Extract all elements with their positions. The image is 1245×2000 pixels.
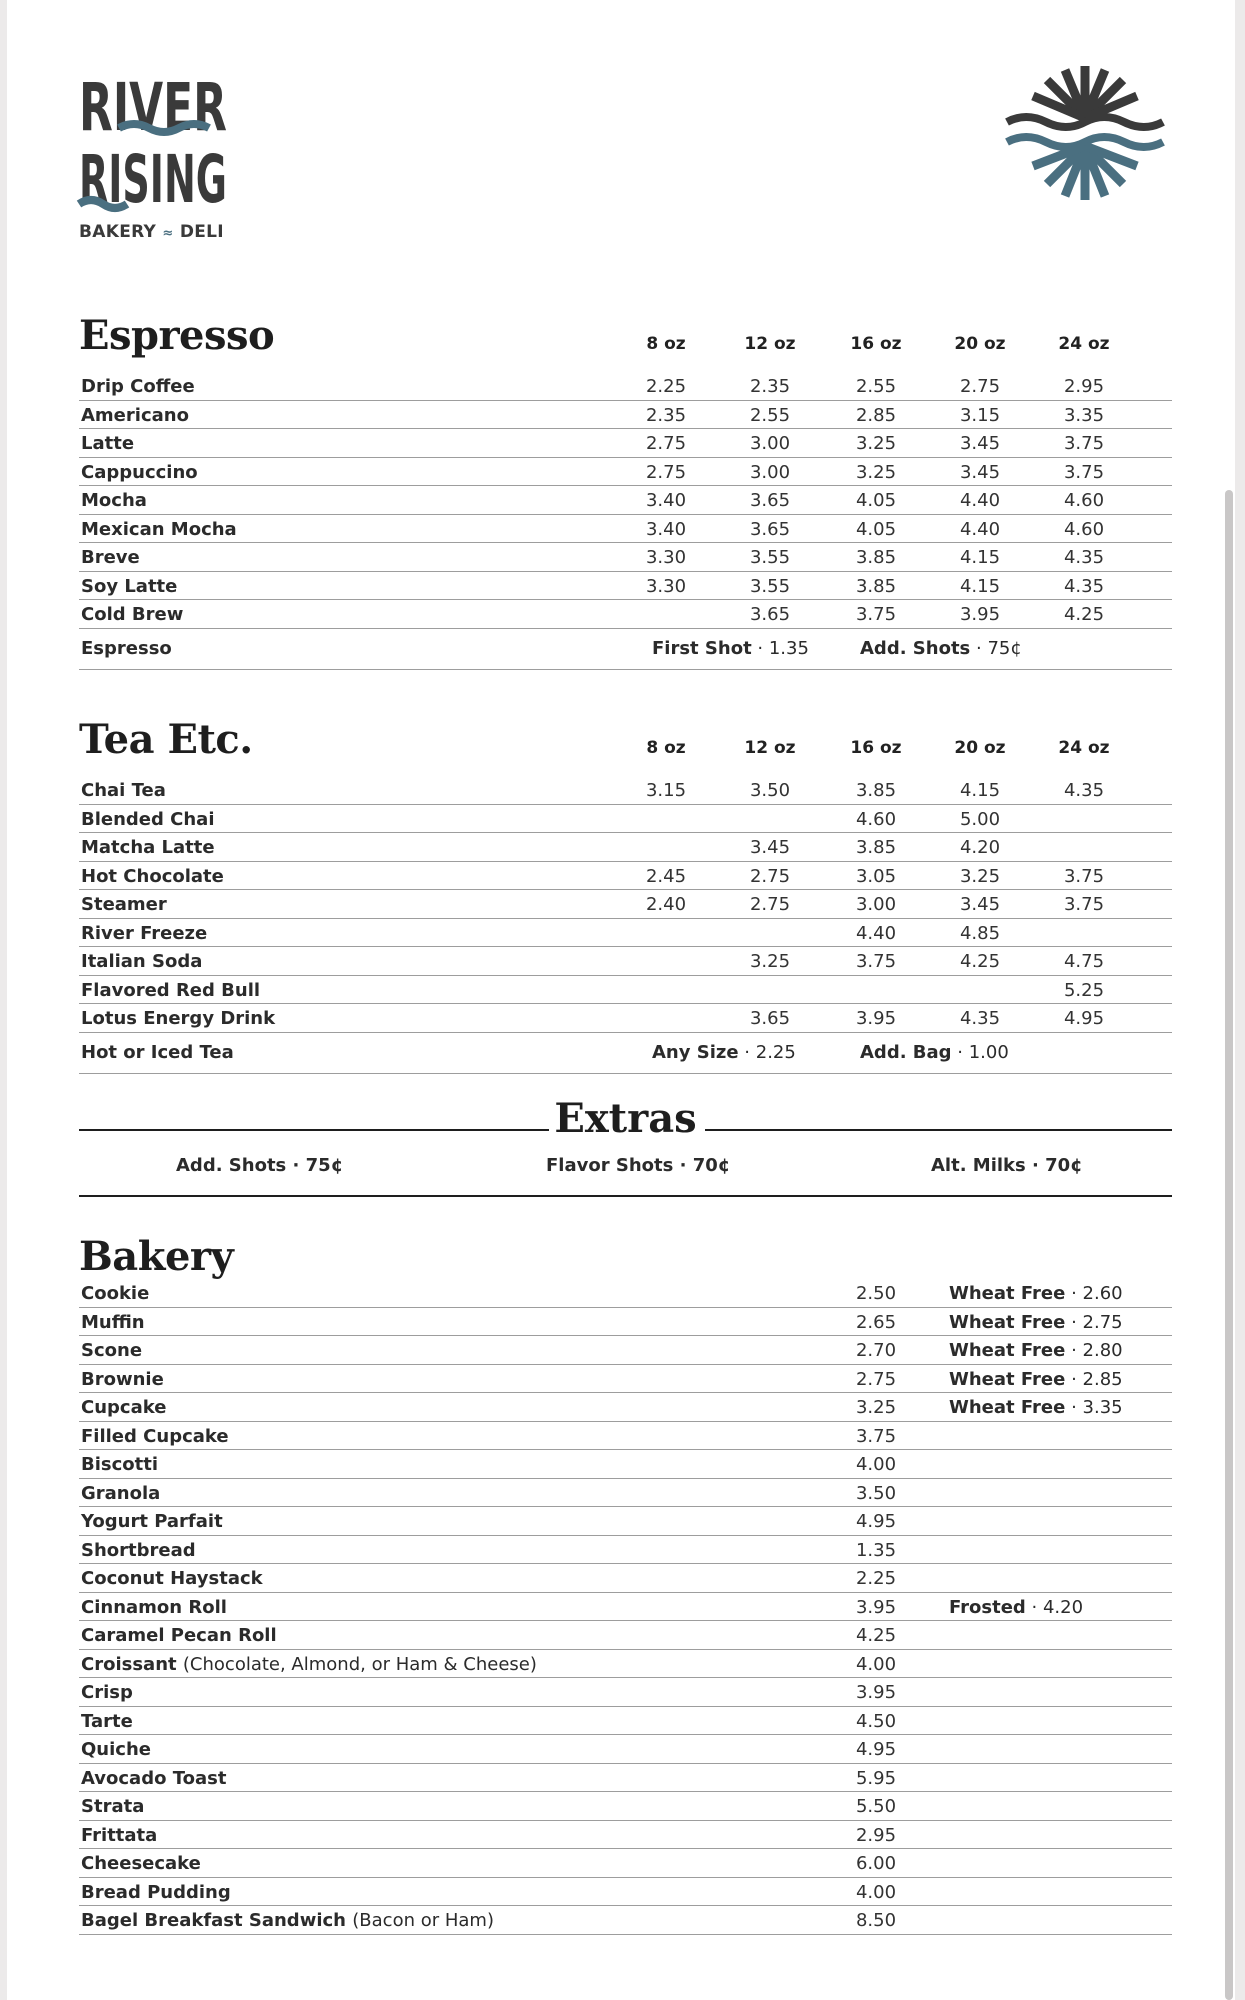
menu-row bbox=[79, 890, 1172, 919]
item-name: Blended Chai bbox=[81, 808, 215, 830]
size-header: 24 oz bbox=[1058, 334, 1110, 354]
item-price: 2.35 bbox=[749, 376, 791, 397]
bakery-row bbox=[79, 1650, 1172, 1679]
menu-row bbox=[79, 372, 1172, 401]
size-header: 8 oz bbox=[646, 738, 686, 758]
menu-row bbox=[79, 401, 1172, 430]
scrollbar[interactable] bbox=[1225, 490, 1233, 2000]
extra-flavor-shots: Flavor Shots · 70¢ bbox=[546, 1155, 731, 1176]
item-price: 4.40 bbox=[959, 518, 1001, 540]
item-price: 5.95 bbox=[855, 1767, 897, 1789]
item-price: 3.35 bbox=[1063, 404, 1105, 426]
bakery-row bbox=[79, 1707, 1172, 1736]
item-price: 4.15 bbox=[959, 547, 1001, 568]
tea-bag-row bbox=[79, 1033, 1172, 1074]
menu-row bbox=[79, 486, 1172, 515]
item-price: 4.20 bbox=[959, 837, 1001, 858]
bakery-row bbox=[79, 1849, 1172, 1878]
first-shot-price: First Shot · 1.35 bbox=[652, 637, 809, 659]
item-name: Latte bbox=[81, 433, 135, 454]
item-name: Coconut Haystack bbox=[81, 1568, 263, 1589]
item-price: 4.85 bbox=[959, 922, 1001, 944]
tea-section bbox=[79, 716, 1172, 1074]
item-price: 4.25 bbox=[959, 951, 1001, 972]
bakery-row bbox=[79, 1906, 1172, 1935]
menu-row bbox=[79, 947, 1172, 976]
item-price: 3.85 bbox=[855, 547, 897, 568]
item-price: 4.00 bbox=[855, 1454, 897, 1475]
bakery-row bbox=[79, 1393, 1172, 1422]
logo-subtitle: BAKERY ≈ DELI bbox=[79, 222, 224, 242]
menu-row bbox=[79, 805, 1172, 834]
item-price: 2.55 bbox=[749, 404, 791, 426]
item-name: Matcha Latte bbox=[81, 837, 215, 858]
item-price: 3.65 bbox=[749, 490, 791, 511]
item-name: Caramel Pecan Roll bbox=[81, 1625, 277, 1646]
bakery-row bbox=[79, 1308, 1172, 1337]
item-name: Espresso bbox=[81, 637, 172, 659]
bakery-row bbox=[79, 1536, 1172, 1565]
item-price: 2.75 bbox=[749, 894, 791, 915]
extra-add-shots: Add. Shots · 75¢ bbox=[176, 1155, 344, 1176]
item-price: 2.75 bbox=[959, 376, 1001, 397]
item-price: 3.55 bbox=[749, 547, 791, 568]
item-price: 3.75 bbox=[1063, 894, 1105, 915]
item-price: 5.25 bbox=[1063, 979, 1105, 1001]
item-price: 2.75 bbox=[855, 1368, 897, 1390]
item-price: 3.85 bbox=[855, 837, 897, 858]
item-price: 4.60 bbox=[1063, 490, 1105, 511]
item-name: Lotus Energy Drink bbox=[81, 1008, 276, 1029]
item-name: Americano bbox=[81, 404, 189, 426]
item-price: 3.95 bbox=[855, 1008, 897, 1029]
item-price: 1.35 bbox=[855, 1539, 897, 1561]
menu-page bbox=[7, 0, 1235, 2000]
item-price: 2.40 bbox=[645, 894, 687, 915]
bakery-row bbox=[79, 1735, 1172, 1764]
item-price: 4.40 bbox=[959, 490, 1001, 511]
item-name: Biscotti bbox=[81, 1454, 159, 1475]
item-name: Brownie bbox=[81, 1368, 164, 1390]
item-price: 3.30 bbox=[645, 547, 687, 568]
item-price: 2.35 bbox=[645, 404, 687, 426]
item-name: Mexican Mocha bbox=[81, 518, 237, 540]
alt-price: Wheat Free · 2.75 bbox=[949, 1311, 1123, 1333]
item-name: Cold Brew bbox=[81, 604, 184, 625]
item-price: 3.95 bbox=[855, 1596, 897, 1618]
item-price: 3.25 bbox=[855, 461, 897, 483]
bakery-row bbox=[79, 1336, 1172, 1365]
item-name: Soy Latte bbox=[81, 575, 178, 597]
item-price: 4.05 bbox=[855, 490, 897, 511]
menu-row bbox=[79, 429, 1172, 458]
item-price: 3.25 bbox=[749, 951, 791, 972]
item-name: Quiche bbox=[81, 1739, 151, 1760]
item-price: 3.65 bbox=[749, 604, 791, 625]
item-price: 4.95 bbox=[1063, 1008, 1105, 1029]
item-price: 3.85 bbox=[855, 575, 897, 597]
item-name: Tarte bbox=[81, 1710, 133, 1732]
size-header: 12 oz bbox=[744, 334, 796, 354]
item-price: 3.45 bbox=[749, 837, 791, 858]
alt-price: Wheat Free · 2.85 bbox=[949, 1368, 1123, 1390]
sun-waves-icon bbox=[1005, 62, 1165, 206]
alt-price: Wheat Free · 2.80 bbox=[949, 1340, 1123, 1361]
item-price: 2.95 bbox=[855, 1824, 897, 1846]
item-name: Italian Soda bbox=[81, 951, 203, 972]
item-price: 3.00 bbox=[855, 894, 897, 915]
item-price: 2.75 bbox=[645, 433, 687, 454]
item-name: Avocado Toast bbox=[81, 1767, 227, 1789]
item-name: Drip Coffee bbox=[81, 376, 195, 397]
bakery-row bbox=[79, 1507, 1172, 1536]
item-price: 8.50 bbox=[855, 1910, 897, 1931]
item-note: (Bacon or Ham) bbox=[352, 1910, 494, 1931]
item-name: Flavored Red Bull bbox=[81, 979, 261, 1001]
bakery-section bbox=[79, 1233, 1172, 1935]
tea-price-list bbox=[79, 776, 1172, 1033]
bakery-row bbox=[79, 1764, 1172, 1793]
item-name: Strata bbox=[81, 1796, 145, 1817]
item-price: 4.60 bbox=[855, 808, 897, 830]
item-price: 2.25 bbox=[855, 1568, 897, 1589]
extra-alt-milks: Alt. Milks · 70¢ bbox=[931, 1155, 1083, 1176]
alt-price: Wheat Free · 2.60 bbox=[949, 1283, 1123, 1304]
item-price: 3.75 bbox=[1063, 461, 1105, 483]
item-price: 4.25 bbox=[1063, 604, 1105, 625]
espresso-shot-row bbox=[79, 629, 1172, 670]
item-price: 4.00 bbox=[855, 1653, 897, 1675]
item-name: Mocha bbox=[81, 490, 147, 511]
espresso-price-list bbox=[79, 372, 1172, 629]
item-price: 3.75 bbox=[1063, 865, 1105, 887]
item-price: 4.00 bbox=[855, 1881, 897, 1903]
item-name: Yogurt Parfait bbox=[81, 1511, 223, 1532]
item-name: River Freeze bbox=[81, 922, 208, 944]
item-name: Chai Tea bbox=[81, 780, 166, 801]
item-name: Croissant (Chocolate, Almond, or Ham & Cheese) bbox=[81, 1653, 537, 1675]
item-price: 4.75 bbox=[1063, 951, 1105, 972]
item-price: 4.35 bbox=[959, 1008, 1001, 1029]
tea-header bbox=[79, 716, 1172, 776]
item-name: Steamer bbox=[81, 894, 167, 915]
menu-row bbox=[79, 600, 1172, 629]
item-price: 3.00 bbox=[749, 433, 791, 454]
item-price: 3.05 bbox=[855, 865, 897, 887]
item-price: 3.15 bbox=[645, 780, 687, 801]
add-shots-price: Add. Shots · 75¢ bbox=[860, 637, 1022, 659]
add-bag-price: Add. Bag · 1.00 bbox=[860, 1041, 1009, 1063]
item-price: 3.75 bbox=[855, 951, 897, 972]
menu-row bbox=[79, 1004, 1172, 1033]
item-name: Filled Cupcake bbox=[81, 1425, 229, 1447]
item-name: Cappuccino bbox=[81, 461, 198, 483]
item-price: 4.95 bbox=[855, 1511, 897, 1532]
alt-price: Frosted · 4.20 bbox=[949, 1596, 1084, 1618]
bakery-row bbox=[79, 1878, 1172, 1907]
item-price: 4.25 bbox=[855, 1625, 897, 1646]
item-price: 3.45 bbox=[959, 894, 1001, 915]
item-name: Scone bbox=[81, 1340, 143, 1361]
item-price: 3.50 bbox=[855, 1482, 897, 1504]
item-price: 4.05 bbox=[855, 518, 897, 540]
menu-row bbox=[79, 919, 1172, 948]
bakery-row bbox=[79, 1450, 1172, 1479]
item-price: 2.45 bbox=[645, 865, 687, 887]
item-price: 2.70 bbox=[855, 1340, 897, 1361]
item-price: 3.75 bbox=[1063, 433, 1105, 454]
item-price: 3.75 bbox=[855, 604, 897, 625]
item-price: 4.35 bbox=[1063, 780, 1105, 801]
bakery-row bbox=[79, 1593, 1172, 1622]
extras-title: Extras bbox=[554, 1095, 697, 1142]
tea-title: Tea Etc. bbox=[79, 716, 253, 763]
bakery-header bbox=[79, 1233, 1172, 1279]
bakery-row bbox=[79, 1564, 1172, 1593]
size-header: 20 oz bbox=[954, 738, 1006, 758]
item-price: 3.30 bbox=[645, 575, 687, 597]
item-price: 3.45 bbox=[959, 461, 1001, 483]
size-header: 8 oz bbox=[646, 334, 686, 354]
item-price: 2.85 bbox=[855, 404, 897, 426]
item-price: 3.50 bbox=[749, 780, 791, 801]
menu-row bbox=[79, 515, 1172, 544]
svg-text:RIVER: RIVER bbox=[79, 69, 227, 146]
item-price: 4.35 bbox=[1063, 547, 1105, 568]
item-price: 3.55 bbox=[749, 575, 791, 597]
espresso-header bbox=[79, 312, 1172, 372]
extras-section bbox=[79, 1095, 1172, 1197]
item-price: 3.75 bbox=[855, 1425, 897, 1447]
item-price: 3.65 bbox=[749, 1008, 791, 1029]
bakery-row bbox=[79, 1279, 1172, 1308]
item-price: 2.75 bbox=[749, 865, 791, 887]
item-name: Frittata bbox=[81, 1824, 158, 1846]
item-price: 3.95 bbox=[855, 1682, 897, 1703]
item-name: Muffin bbox=[81, 1311, 145, 1333]
item-price: 2.95 bbox=[1063, 376, 1105, 397]
item-price: 3.85 bbox=[855, 780, 897, 801]
item-price: 2.65 bbox=[855, 1311, 897, 1333]
espresso-section bbox=[79, 312, 1172, 670]
item-price: 4.40 bbox=[855, 922, 897, 944]
any-size-price: Any Size · 2.25 bbox=[652, 1041, 796, 1063]
item-price: 4.35 bbox=[1063, 575, 1105, 597]
item-price: 2.50 bbox=[855, 1283, 897, 1304]
item-name: Shortbread bbox=[81, 1539, 196, 1561]
menu-row bbox=[79, 833, 1172, 862]
item-name: Bread Pudding bbox=[81, 1881, 231, 1903]
item-name: Cheesecake bbox=[81, 1853, 201, 1874]
item-price: 3.25 bbox=[855, 1397, 897, 1418]
item-price: 3.40 bbox=[645, 490, 687, 511]
bakery-price-list bbox=[79, 1279, 1172, 1935]
item-price: 4.60 bbox=[1063, 518, 1105, 540]
svg-text:RISING: RISING bbox=[79, 141, 227, 218]
item-price: 3.45 bbox=[959, 433, 1001, 454]
item-price: 3.95 bbox=[959, 604, 1001, 625]
item-name: Granola bbox=[81, 1482, 161, 1504]
item-price: 2.75 bbox=[645, 461, 687, 483]
item-price: 3.00 bbox=[749, 461, 791, 483]
item-price: 6.00 bbox=[855, 1853, 897, 1874]
alt-price: Wheat Free · 3.35 bbox=[949, 1397, 1123, 1418]
bakery-row bbox=[79, 1678, 1172, 1707]
item-name: Bagel Breakfast Sandwich (Bacon or Ham) bbox=[81, 1910, 494, 1931]
item-price: 3.65 bbox=[749, 518, 791, 540]
item-price: 4.15 bbox=[959, 575, 1001, 597]
menu-row bbox=[79, 572, 1172, 601]
menu-row bbox=[79, 543, 1172, 572]
river-rising-logo bbox=[79, 62, 249, 242]
menu-row bbox=[79, 458, 1172, 487]
size-header: 16 oz bbox=[850, 334, 902, 354]
espresso-title: Espresso bbox=[79, 312, 275, 359]
item-price: 3.25 bbox=[959, 865, 1001, 887]
item-name: Hot or Iced Tea bbox=[81, 1041, 234, 1063]
size-header: 20 oz bbox=[954, 334, 1006, 354]
size-header: 12 oz bbox=[744, 738, 796, 758]
bakery-row bbox=[79, 1821, 1172, 1850]
menu-row bbox=[79, 976, 1172, 1005]
item-price: 3.40 bbox=[645, 518, 687, 540]
size-header: 24 oz bbox=[1058, 738, 1110, 758]
item-price: 5.50 bbox=[855, 1796, 897, 1817]
item-name: Breve bbox=[81, 547, 140, 568]
bakery-row bbox=[79, 1422, 1172, 1451]
bakery-title: Bakery bbox=[79, 1233, 234, 1280]
menu-row bbox=[79, 776, 1172, 805]
menu-row bbox=[79, 862, 1172, 891]
item-price: 5.00 bbox=[959, 808, 1001, 830]
item-name: Crisp bbox=[81, 1682, 133, 1703]
size-header: 16 oz bbox=[850, 738, 902, 758]
item-price: 4.15 bbox=[959, 780, 1001, 801]
item-name: Cookie bbox=[81, 1283, 150, 1304]
item-name: Hot Chocolate bbox=[81, 865, 224, 887]
bakery-row bbox=[79, 1621, 1172, 1650]
bakery-row bbox=[79, 1479, 1172, 1508]
item-note: (Chocolate, Almond, or Ham & Cheese) bbox=[182, 1653, 537, 1675]
item-price: 4.50 bbox=[855, 1710, 897, 1732]
bakery-row bbox=[79, 1365, 1172, 1394]
bakery-row bbox=[79, 1792, 1172, 1821]
item-price: 3.25 bbox=[855, 433, 897, 454]
divider bbox=[79, 1195, 1172, 1197]
logo-wordmark-icon bbox=[79, 62, 229, 222]
item-price: 2.55 bbox=[855, 376, 897, 397]
item-price: 3.15 bbox=[959, 404, 1001, 426]
item-name: Cinnamon Roll bbox=[81, 1596, 227, 1618]
item-name: Cupcake bbox=[81, 1397, 167, 1418]
item-price: 4.95 bbox=[855, 1739, 897, 1760]
item-price: 2.25 bbox=[645, 376, 687, 397]
